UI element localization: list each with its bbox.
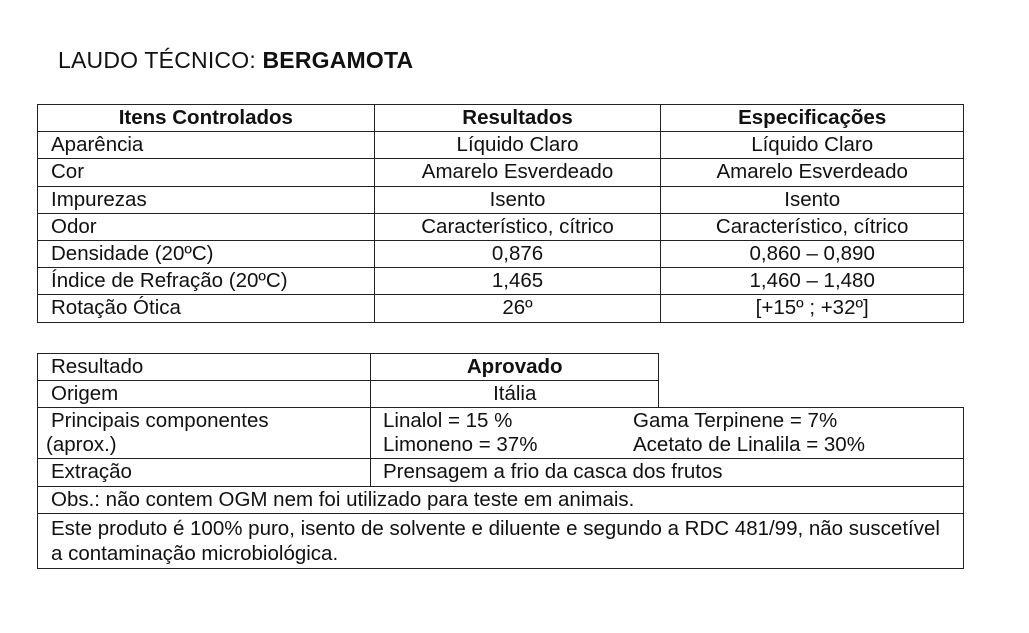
empty-cell xyxy=(659,354,964,408)
table-row xyxy=(38,240,964,267)
item-cell: Rotação Ótica xyxy=(38,295,375,322)
table-row xyxy=(38,132,964,159)
extracao-row xyxy=(38,459,964,486)
item-cell: Densidade (20ºC) xyxy=(38,240,375,267)
origem-label: Origem xyxy=(38,381,371,408)
item-cell: Índice de Refração (20ºC) xyxy=(38,268,375,295)
resultado-row xyxy=(38,354,964,381)
result-cell: 26º xyxy=(374,295,661,322)
result-cell: Isento xyxy=(374,186,661,213)
extracao-value: Prensagem a frio da casca dos frutos xyxy=(371,459,964,486)
result-info-table xyxy=(37,353,964,569)
table-row xyxy=(38,213,964,240)
spec-cell: Líquido Claro xyxy=(661,132,964,159)
item-cell: Impurezas xyxy=(38,186,375,213)
statement-row xyxy=(38,513,964,568)
obs-text: Obs.: não contem OGM nem foi utilizado para teste em animais. xyxy=(38,486,964,513)
table-header-row xyxy=(38,105,964,132)
componente-gama-terpinene: Gama Terpinene = 7% xyxy=(633,409,838,433)
title-product: BERGAMOTA xyxy=(262,47,414,73)
specification-table xyxy=(37,104,964,323)
spec-cell: [+15º ; +32º] xyxy=(661,295,964,322)
resultado-value: Aprovado xyxy=(371,354,659,381)
extracao-label: Extração xyxy=(38,459,371,486)
header-itens: Itens Controlados xyxy=(38,105,375,132)
obs-row xyxy=(38,486,964,513)
componente-limoneno: Limoneno = 37% xyxy=(383,433,538,457)
componentes-label-line-1: Principais componentes xyxy=(51,409,269,433)
item-cell: Odor xyxy=(38,213,375,240)
header-resultados: Resultados xyxy=(374,105,661,132)
componentes-values xyxy=(371,408,964,459)
spec-cell: 0,860 – 0,890 xyxy=(661,240,964,267)
componentes-label xyxy=(38,408,371,459)
componentes-label-line-2: (aprox.) xyxy=(46,433,117,457)
componente-linalol: Linalol = 15 % xyxy=(383,409,513,433)
table-row xyxy=(38,186,964,213)
table-row xyxy=(38,268,964,295)
table-row xyxy=(38,159,964,186)
componentes-line xyxy=(377,433,957,457)
statement-text: Este produto é 100% puro, isento de solvente e diluente e segundo a RDC 481/99, não suscetível a contaminação microbiológica. xyxy=(38,513,964,568)
spec-cell: Amarelo Esverdeado xyxy=(661,159,964,186)
result-cell: Amarelo Esverdeado xyxy=(374,159,661,186)
item-cell: Aparência xyxy=(38,132,375,159)
componente-acetato-linalila: Acetato de Linalila = 30% xyxy=(633,433,865,457)
page-title xyxy=(58,47,413,74)
origem-value: Itália xyxy=(371,381,659,408)
result-cell: 1,465 xyxy=(374,268,661,295)
result-cell: Líquido Claro xyxy=(374,132,661,159)
result-cell: Característico, cítrico xyxy=(374,213,661,240)
componentes-line xyxy=(377,409,957,433)
table-row xyxy=(38,295,964,322)
item-cell: Cor xyxy=(38,159,375,186)
componentes-row xyxy=(38,408,964,459)
result-cell: 0,876 xyxy=(374,240,661,267)
header-especificacoes: Especificações xyxy=(661,105,964,132)
resultado-label: Resultado xyxy=(38,354,371,381)
spec-cell: Característico, cítrico xyxy=(661,213,964,240)
spec-cell: Isento xyxy=(661,186,964,213)
title-prefix: LAUDO TÉCNICO: xyxy=(58,47,263,73)
spec-cell: 1,460 – 1,480 xyxy=(661,268,964,295)
